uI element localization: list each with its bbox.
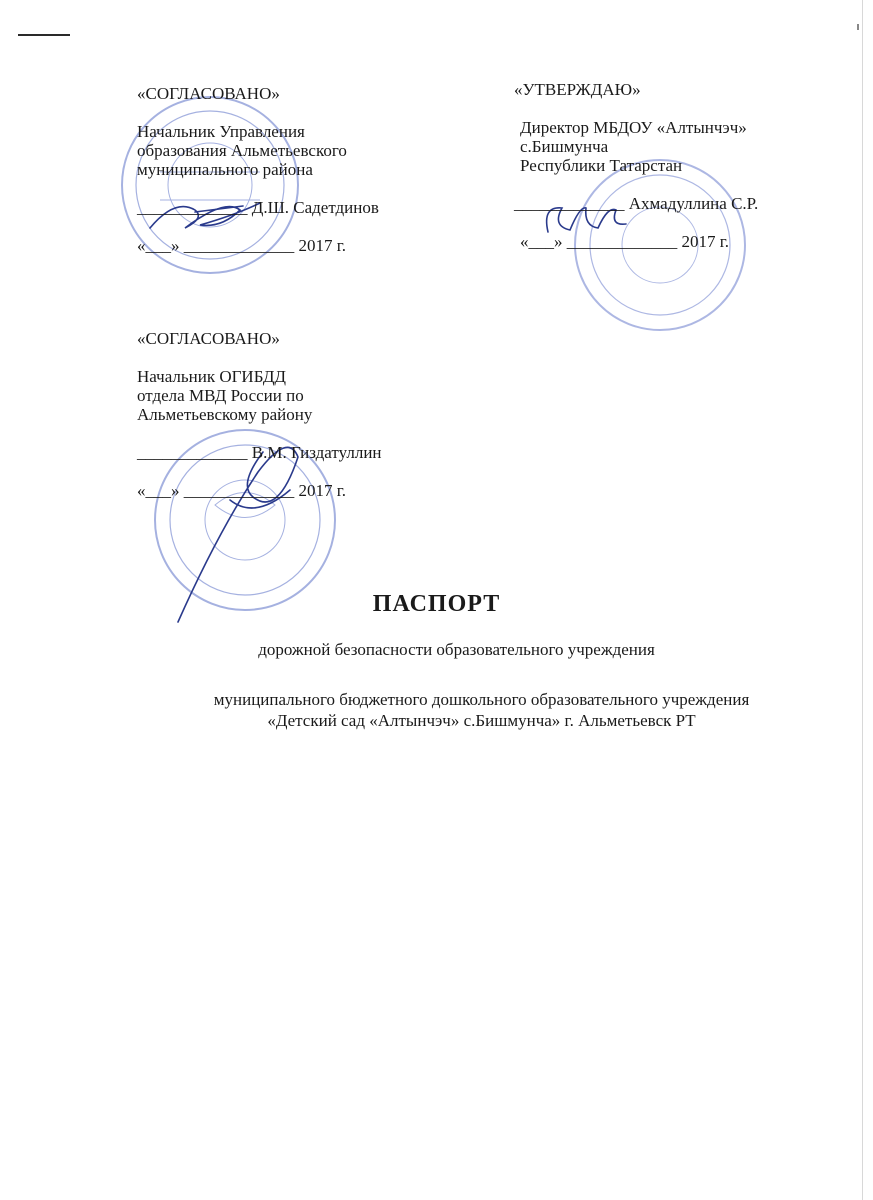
position-line: образования Альметьевского [137,141,347,160]
date-line: «___» _____________ 2017 г. [137,236,347,255]
approval-header: «СОГЛАСОВАНО» [137,329,280,348]
date-line: «___» _____________ 2017 г. [520,232,730,251]
organization-line: «Детский сад «Алтынчэч» с.Бишмунча» г. Альметьевск РТ [267,711,696,730]
organization-line: муниципального бюджетного дошкольного образовательного учреждения [213,690,750,709]
signature-line: _____________ Д.Ш. Садетдинов [137,198,379,217]
organization-name [45,689,873,731]
approval-header: «УТВЕРЖДАЮ» [514,80,641,99]
position-line: отдела МВД России по [137,386,304,405]
document-subtitle: дорожной безопасности образовательного учреждения [258,640,655,659]
position-line: с.Бишмунча [520,137,609,156]
position-line: Начальник Управления [137,122,305,141]
signature-line: _____________ Ахмадуллина С.Р. [514,194,759,213]
document-title: ПАСПОРТ [372,591,501,617]
position-line: муниципального района [137,160,313,179]
position-line: Начальник ОГИБДД [137,367,287,386]
approval-header: «СОГЛАСОВАНО» [137,84,280,103]
position-line: Альметьевскому району [137,405,313,424]
date-line: «___» _____________ 2017 г. [137,481,347,500]
position-line: Директор МБДОУ «Алтынчэч» [520,118,747,137]
signature-line: _____________ В.М. Гиздатуллин [137,443,382,462]
approval-block-right [514,80,758,251]
scan-artifact-line [18,34,70,36]
scan-artifact-mark [857,24,859,30]
approval-block-left [137,84,379,255]
position-line: Республики Татарстан [520,156,683,175]
approval-block-left-second [137,329,382,500]
